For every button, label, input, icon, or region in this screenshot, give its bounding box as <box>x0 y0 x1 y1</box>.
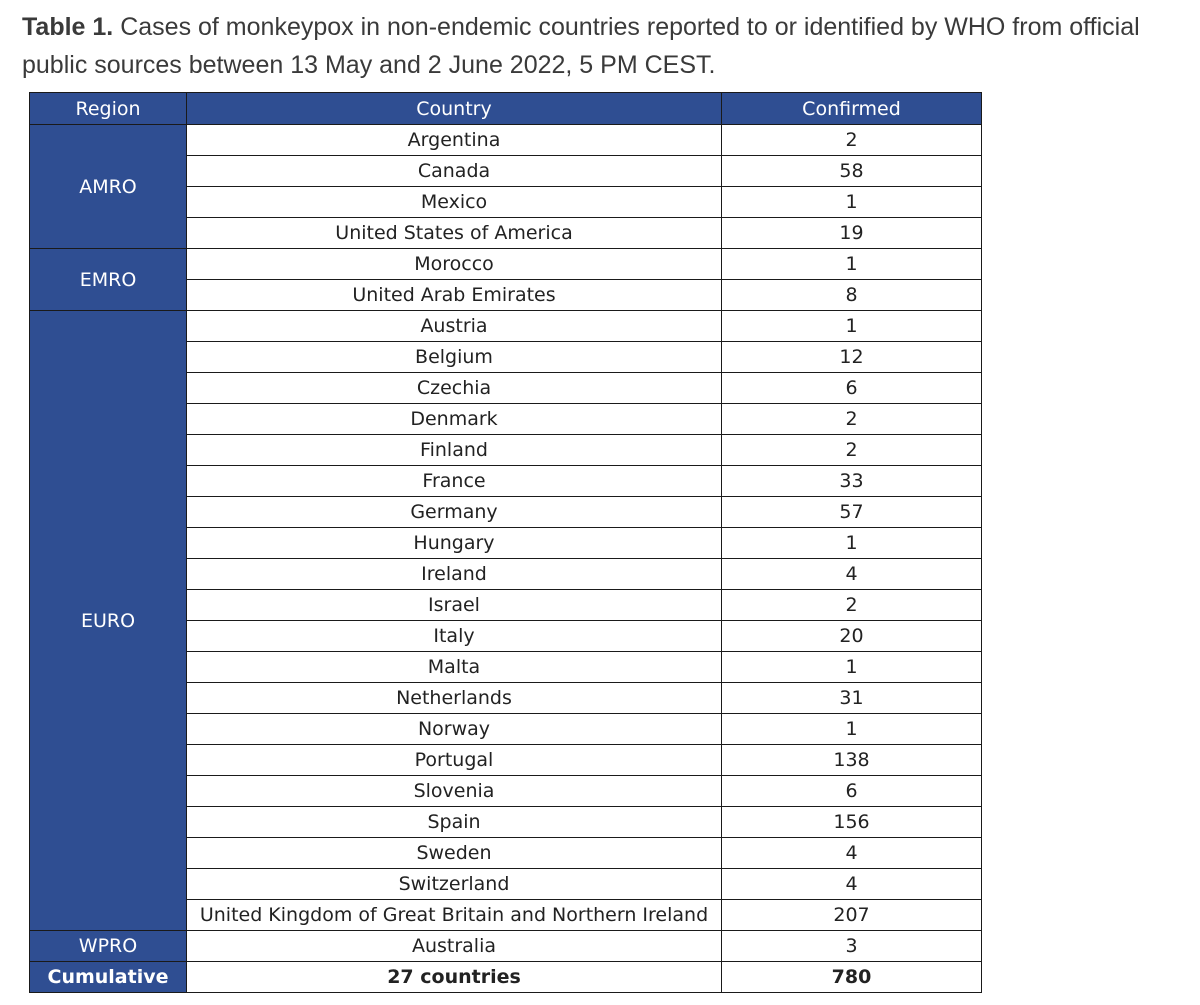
confirmed-cell: 6 <box>722 373 982 404</box>
total-confirmed: 780 <box>722 962 982 993</box>
total-row <box>30 962 982 993</box>
country-cell: France <box>187 466 722 497</box>
confirmed-cell: 4 <box>722 838 982 869</box>
confirmed-cell: 31 <box>722 683 982 714</box>
country-cell: Denmark <box>187 404 722 435</box>
confirmed-cell: 12 <box>722 342 982 373</box>
confirmed-cell: 57 <box>722 497 982 528</box>
table-caption <box>22 8 1182 84</box>
table-row <box>30 311 982 342</box>
country-cell: Mexico <box>187 187 722 218</box>
confirmed-cell: 1 <box>722 652 982 683</box>
confirmed-cell: 58 <box>722 156 982 187</box>
total-label: Cumulative <box>30 962 187 993</box>
table-header <box>30 93 982 125</box>
country-cell: Malta <box>187 652 722 683</box>
table-caption-text: Cases of monkeypox in non-endemic countries reported to or identified by WHO from official public sources between 13 May and 2 June 2022, 5 PM CEST. <box>22 13 1140 79</box>
header-country: Country <box>187 93 722 125</box>
country-cell: United Arab Emirates <box>187 280 722 311</box>
country-cell: Switzerland <box>187 869 722 900</box>
country-cell: Sweden <box>187 838 722 869</box>
region-cell: EURO <box>30 311 187 931</box>
country-cell: Austria <box>187 311 722 342</box>
table-row <box>30 125 982 156</box>
table-row <box>30 931 982 962</box>
country-cell: Morocco <box>187 249 722 280</box>
country-cell: Norway <box>187 714 722 745</box>
confirmed-cell: 1 <box>722 311 982 342</box>
confirmed-cell: 156 <box>722 807 982 838</box>
confirmed-cell: 2 <box>722 590 982 621</box>
header-confirmed: Confirmed <box>722 93 982 125</box>
confirmed-cell: 2 <box>722 404 982 435</box>
country-cell: Ireland <box>187 559 722 590</box>
table-row <box>30 249 982 280</box>
total-countries: 27 countries <box>187 962 722 993</box>
confirmed-cell: 4 <box>722 869 982 900</box>
country-cell: Portugal <box>187 745 722 776</box>
confirmed-cell: 4 <box>722 559 982 590</box>
country-cell: Finland <box>187 435 722 466</box>
country-cell: Canada <box>187 156 722 187</box>
confirmed-cell: 20 <box>722 621 982 652</box>
country-cell: Israel <box>187 590 722 621</box>
confirmed-cell: 138 <box>722 745 982 776</box>
table-caption-label: Table 1. <box>22 13 114 41</box>
confirmed-cell: 1 <box>722 249 982 280</box>
confirmed-cell: 6 <box>722 776 982 807</box>
region-cell: AMRO <box>30 125 187 249</box>
country-cell: Australia <box>187 931 722 962</box>
confirmed-cell: 1 <box>722 187 982 218</box>
country-cell: Spain <box>187 807 722 838</box>
table-body <box>30 125 982 993</box>
header-region: Region <box>30 93 187 125</box>
region-cell: EMRO <box>30 249 187 311</box>
country-cell: Italy <box>187 621 722 652</box>
country-cell: Germany <box>187 497 722 528</box>
country-cell: Hungary <box>187 528 722 559</box>
confirmed-cell: 2 <box>722 125 982 156</box>
country-cell: Czechia <box>187 373 722 404</box>
confirmed-cell: 1 <box>722 528 982 559</box>
confirmed-cell: 19 <box>722 218 982 249</box>
table-header-row <box>30 93 982 125</box>
monkeypox-cases-table <box>29 92 982 993</box>
confirmed-cell: 8 <box>722 280 982 311</box>
confirmed-cell: 207 <box>722 900 982 931</box>
country-cell: United Kingdom of Great Britain and Northern Ireland <box>187 900 722 931</box>
country-cell: Netherlands <box>187 683 722 714</box>
confirmed-cell: 33 <box>722 466 982 497</box>
confirmed-cell: 1 <box>722 714 982 745</box>
country-cell: United States of America <box>187 218 722 249</box>
country-cell: Slovenia <box>187 776 722 807</box>
country-cell: Argentina <box>187 125 722 156</box>
region-cell: WPRO <box>30 931 187 962</box>
confirmed-cell: 3 <box>722 931 982 962</box>
country-cell: Belgium <box>187 342 722 373</box>
confirmed-cell: 2 <box>722 435 982 466</box>
